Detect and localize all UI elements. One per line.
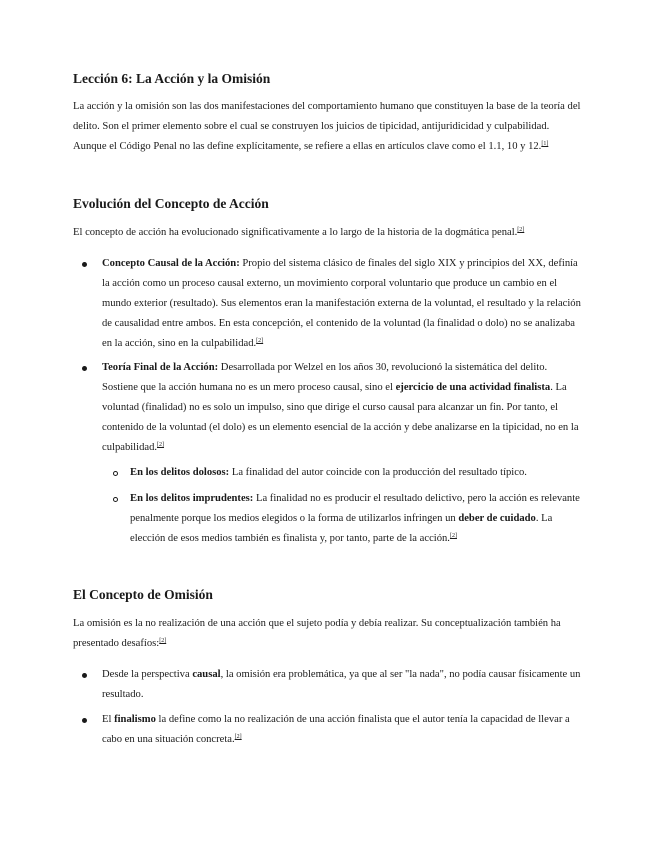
footnote-ref[interactable]: [2] [234, 734, 242, 740]
intro-text: La acción y la omisión son las dos manifestaciones del comportamiento humano que constituyen la base de la teoría del delito. Son el primer elemento sobre el cual se construyen los juicios de tipicidad, antijuridicidad y culpabilidad. Aunque el Código Penal no las define explícitamente, se refiere a ellas en artículos clave como el 1.1, 10 y 12. [73, 101, 581, 152]
footnote-ref[interactable]: [2] [449, 533, 457, 539]
footnote-ref[interactable]: [1] [541, 141, 549, 147]
list-item-final [102, 358, 582, 458]
list-item-causal [102, 254, 582, 354]
sub-item-text: . La elección de esos medios también es finalista y, por tanto, parte de la acción. [130, 513, 553, 544]
list-item-text: Desarrollada por Welzel en los años 30, revolucionó la sistemática del delito. Sostiene que la acción humana no es un mero proceso causal, sino el [102, 362, 548, 393]
section1-intro-text: El concepto de acción ha evolucionado significativamente a lo largo de la historia de la dogmática penal. [73, 227, 518, 238]
section-heading-omision: El Concepto de Omisión [73, 587, 213, 602]
section-heading-accion: Evolución del Concepto de Acción [73, 196, 269, 211]
list-item-text: Desde la perspectiva [102, 669, 193, 680]
list-item-term: finalismo [114, 714, 156, 725]
intro-paragraph [73, 97, 583, 157]
list-item-text: . La voluntad (finalidad) no es solo un impulso, sino que dirige el curso causal para alcanzar un fin. Por tanto, el contenido de la voluntad (el dolo) es un elemento esencial de la acción y debe analizarse en la tipicidad, no en la culpabilidad. [102, 382, 579, 453]
bullet-icon [82, 673, 87, 678]
footnote-ref[interactable]: [2] [517, 227, 525, 233]
list-item-omision-causal [102, 665, 582, 705]
bullet-icon [82, 262, 87, 267]
bullet-icon [82, 366, 87, 371]
sub-item-text: La finalidad no es producir el resultado delictivo, pero la acción es relevante penalmente porque los medios elegidos o la forma de utilizarlos infringen un [130, 493, 580, 524]
list-item-text: la define como la no realización de una acción finalista que el autor tenía la capacidad de llevar a cabo en una situación concreta. [102, 714, 570, 745]
footnote-ref[interactable]: [2] [159, 638, 167, 644]
list-item-emphasis: ejercicio de una actividad finalista [395, 382, 551, 393]
list-item-text: El [102, 714, 115, 725]
list-item-term: Teoría Final de la Acción: [102, 362, 219, 373]
section2-intro [73, 614, 583, 654]
sub-item-imprudentes [130, 489, 585, 549]
page-title: Lección 6: La Acción y la Omisión [73, 71, 271, 86]
list-item-omision-finalismo [102, 710, 582, 750]
list-item-term: causal [192, 669, 221, 680]
sub-item-dolosos [130, 463, 585, 483]
sub-item-term: En los delitos imprudentes: [130, 493, 254, 504]
list-item-term: Concepto Causal de la Acción: [102, 258, 240, 269]
circle-bullet-icon [113, 497, 118, 502]
sub-item-emphasis: deber de cuidado [458, 513, 536, 524]
sub-item-text: La finalidad del autor coincide con la producción del resultado típico. [229, 467, 527, 478]
section2-intro-text: La omisión es la no realización de una acción que el sujeto podía y debía realizar. Su conceptualización también ha presentado desafíos: [73, 618, 561, 649]
bullet-icon [82, 718, 87, 723]
circle-bullet-icon [113, 471, 118, 476]
sub-item-term: En los delitos dolosos: [130, 467, 230, 478]
footnote-ref[interactable]: [2] [157, 442, 165, 448]
section1-intro [73, 223, 583, 243]
footnote-ref[interactable]: [2] [256, 338, 264, 344]
list-item-text: , la omisión era problemática, ya que al ser "la nada", no podía causar físicamente un resultado. [102, 669, 581, 700]
list-item-text: Propio del sistema clásico de finales del siglo XIX y principios del XX, definía la acción como un proceso causal externo, un movimiento corporal voluntario que produce un cambio en el mundo exterior (resultado). Sus elementos eran la manifestación externa de la voluntad, el resultado y la relación de causalidad entre ambos. En esta concepción, el contenido de la voluntad (la finalidad o dolo) no se analizaba en la acción, sino en la culpabilidad. [102, 258, 581, 349]
